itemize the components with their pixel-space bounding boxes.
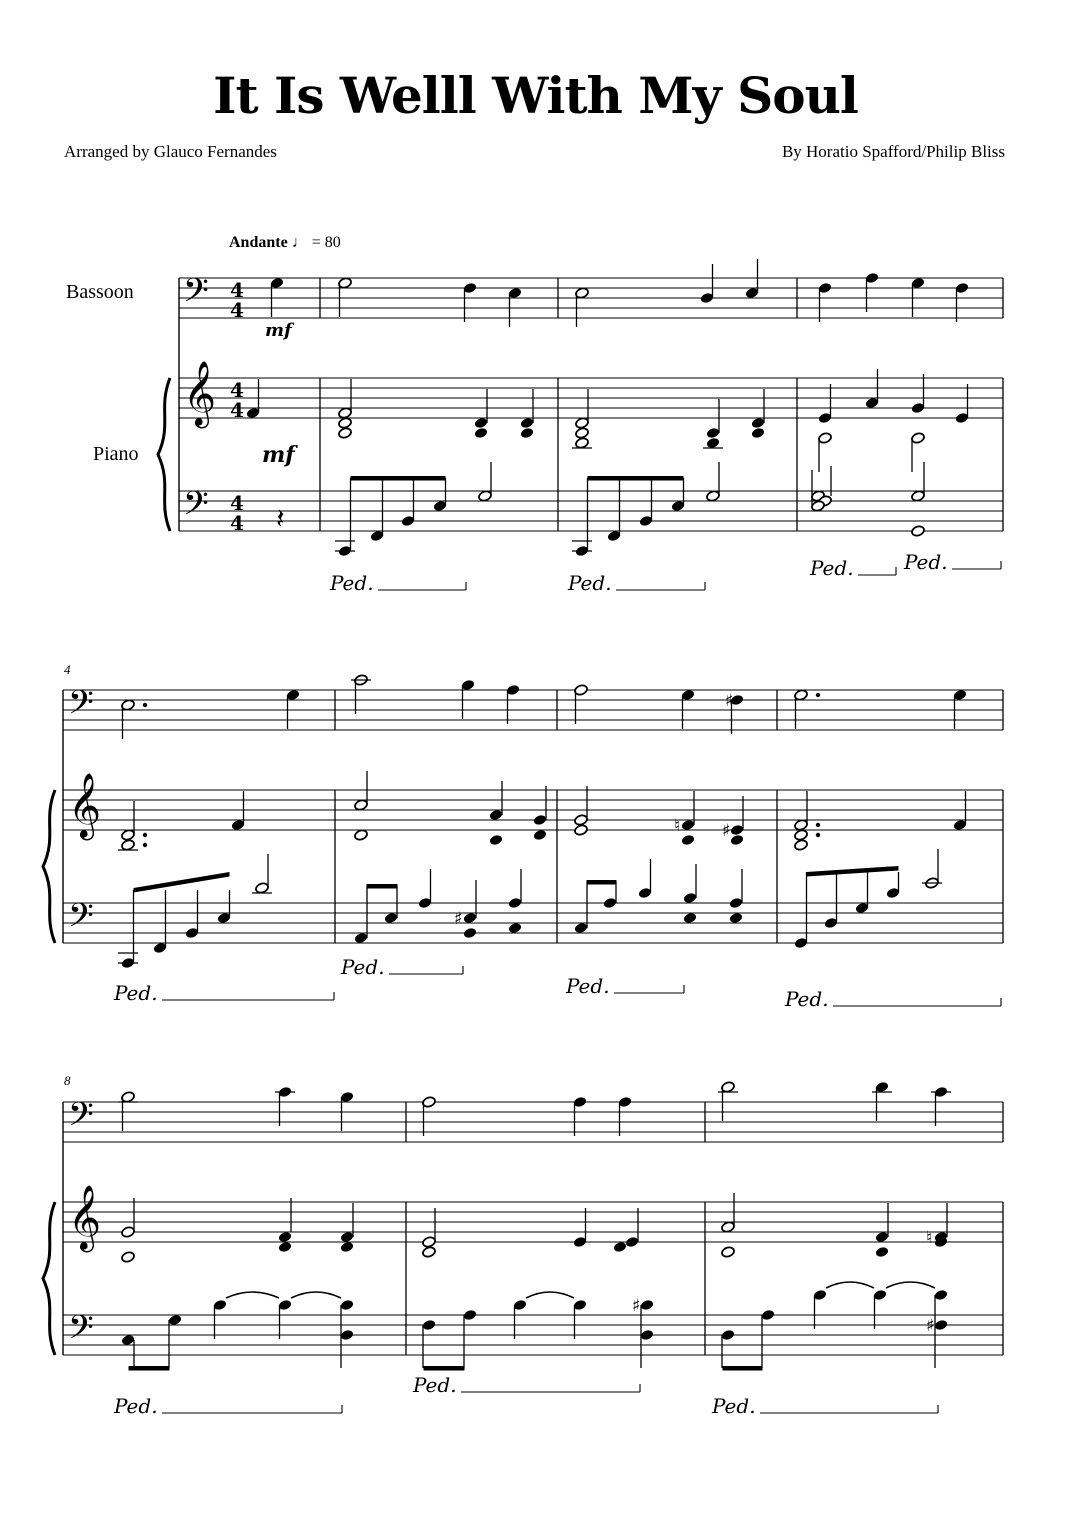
note-head — [463, 1309, 478, 1322]
augmentation-dot — [143, 833, 147, 837]
note-head — [121, 829, 136, 842]
time-signature-denominator: 4 — [230, 398, 244, 422]
note-head — [168, 1314, 183, 1327]
augmentation-dot — [143, 843, 147, 847]
treble-clef-icon: 𝄞 — [68, 773, 102, 838]
natural-icon: ♮ — [674, 816, 681, 836]
note-head — [683, 892, 698, 905]
note-beam — [807, 866, 899, 877]
note-beam — [351, 476, 446, 481]
sharp-icon: ♯ — [454, 909, 463, 929]
note-head — [681, 819, 696, 832]
time-signature-numerator: 4 — [230, 491, 244, 515]
note-head — [489, 834, 504, 847]
augmentation-dot — [816, 693, 820, 697]
bass-clef-icon: 𝄢 — [68, 1309, 94, 1355]
sharp-icon: ♯ — [725, 691, 734, 711]
note-head — [934, 1289, 949, 1302]
note-head — [683, 912, 698, 925]
piano-brace — [43, 1202, 55, 1355]
pedal-marking: Ped. — [712, 1394, 756, 1418]
note-head — [340, 1299, 355, 1312]
tie — [526, 1292, 574, 1298]
arranger-credit: Arranged by Glauco Fernandes — [64, 142, 277, 161]
note-head — [354, 932, 369, 945]
bass-clef-icon: 𝄢 — [68, 1096, 94, 1142]
pedal-marking: Ped. — [413, 1373, 457, 1397]
bass-clef-icon: 𝄢 — [68, 684, 94, 730]
bass-clef-icon: 𝄢 — [68, 897, 94, 943]
augmentation-dot — [816, 823, 820, 827]
treble-clef-icon: 𝄞 — [183, 361, 217, 426]
note-head — [121, 1226, 136, 1239]
note-head — [794, 829, 809, 842]
note-beam — [723, 1366, 763, 1371]
note-head — [729, 912, 744, 925]
note-head — [721, 1221, 736, 1234]
note-head — [575, 427, 590, 440]
note-head — [520, 417, 535, 430]
note-head — [463, 927, 478, 940]
dynamic-mf: mf — [265, 320, 292, 341]
note-head — [640, 1299, 655, 1312]
sharp-icon: ♯ — [722, 821, 731, 841]
note-head — [721, 1246, 736, 1259]
augmentation-dot — [816, 833, 820, 837]
note-head — [575, 437, 590, 450]
pedal-marking: Ped. — [568, 571, 612, 595]
dynamic-mf: mf — [262, 442, 295, 468]
note-head — [508, 897, 523, 910]
note-beam — [588, 476, 684, 481]
quarter-note-icon: ♩ — [291, 234, 308, 251]
note-head — [818, 432, 833, 445]
composer-credit: By Horatio Spafford/Philip Bliss — [781, 142, 1005, 161]
note-head — [875, 1246, 890, 1259]
note-head — [706, 490, 721, 503]
note-head — [794, 839, 809, 852]
time-signature-numerator: 4 — [230, 378, 244, 402]
note-head — [603, 897, 618, 910]
pedal-marking: Ped. — [114, 1394, 158, 1418]
note-head — [278, 1231, 293, 1244]
note-head — [121, 1334, 136, 1347]
note-head — [478, 490, 493, 503]
note-head — [338, 427, 353, 440]
note-head — [422, 1246, 437, 1259]
note-head — [640, 1329, 655, 1342]
tie — [226, 1292, 279, 1298]
pedal-marking: Ped. — [785, 987, 829, 1011]
note-head — [911, 432, 926, 445]
note-head — [422, 1319, 437, 1332]
note-head — [911, 490, 926, 503]
bass-clef-icon: 𝄢 — [183, 272, 209, 318]
note-head — [338, 417, 353, 430]
bass-clef-icon: 𝄢 — [183, 485, 209, 531]
tempo-text: Andante — [229, 234, 288, 251]
note-head — [574, 814, 589, 827]
tie — [291, 1292, 341, 1298]
note-head — [463, 912, 478, 925]
augmentation-dot — [143, 703, 147, 707]
note-head — [384, 912, 399, 925]
note-head — [474, 427, 489, 440]
time-signature-denominator: 4 — [230, 298, 244, 322]
note-head — [730, 834, 745, 847]
pedal-marking: Ped. — [904, 550, 948, 574]
time-signature-denominator: 4 — [230, 511, 244, 535]
note-head — [255, 882, 270, 895]
note-head — [811, 500, 826, 513]
note-beam — [587, 880, 617, 885]
note-beam — [424, 1366, 465, 1371]
note-head — [751, 417, 766, 430]
note-head — [751, 427, 766, 440]
note-head — [474, 417, 489, 430]
piano-brace — [43, 790, 55, 943]
note-beam — [367, 884, 398, 889]
note-beam — [129, 1366, 170, 1371]
treble-clef-icon: 𝄞 — [68, 1185, 102, 1250]
note-head — [875, 1231, 890, 1244]
tie — [826, 1282, 874, 1288]
note-head — [520, 427, 535, 440]
note-head — [625, 1236, 640, 1249]
tempo-bpm: = 80 — [311, 234, 341, 251]
note-head — [340, 1231, 355, 1244]
sharp-icon: ♯ — [926, 1316, 935, 1336]
note-head — [121, 1251, 136, 1264]
note-head — [533, 829, 548, 842]
note-head — [340, 1329, 355, 1342]
note-head — [706, 427, 721, 440]
note-head — [934, 1319, 949, 1332]
tie — [886, 1282, 935, 1288]
note-head — [575, 417, 590, 430]
note-beam — [134, 872, 230, 893]
pedal-marking: Ped. — [330, 571, 374, 595]
note-head — [613, 1241, 628, 1254]
measure-number: 8 — [64, 1073, 71, 1088]
piece-title: It Is Welll With My Soul — [213, 66, 858, 125]
pedal-marking: Ped. — [341, 955, 385, 979]
note-head — [681, 834, 696, 847]
time-signature-numerator: 4 — [230, 278, 244, 302]
bassoon-label: Bassoon — [66, 281, 134, 303]
quarter-rest-icon: 𝄽 — [276, 502, 285, 535]
note-head — [574, 824, 589, 837]
measure-number: 4 — [64, 662, 71, 677]
piano-label: Piano — [93, 443, 139, 465]
note-head — [761, 1309, 776, 1322]
note-head — [729, 897, 744, 910]
note-head — [121, 839, 136, 852]
pedal-marking: Ped. — [566, 974, 610, 998]
note-head — [794, 819, 809, 832]
natural-icon: ♮ — [926, 1228, 933, 1248]
note-head — [354, 799, 369, 812]
pedal-marking: Ped. — [114, 981, 158, 1005]
note-head — [730, 824, 745, 837]
note-head — [911, 525, 926, 538]
pedal-marking: Ped. — [810, 556, 854, 580]
note-head — [340, 1241, 355, 1254]
note-head — [574, 922, 589, 935]
note-head — [721, 1329, 736, 1342]
note-head — [422, 1236, 437, 1249]
piano-brace — [158, 378, 170, 531]
note-head — [489, 809, 504, 822]
note-head — [706, 437, 721, 450]
sharp-icon: ♯ — [632, 1296, 641, 1316]
note-head — [533, 814, 548, 827]
note-head — [278, 1241, 293, 1254]
note-head — [508, 922, 523, 935]
note-head — [338, 407, 353, 420]
note-head — [354, 829, 369, 842]
